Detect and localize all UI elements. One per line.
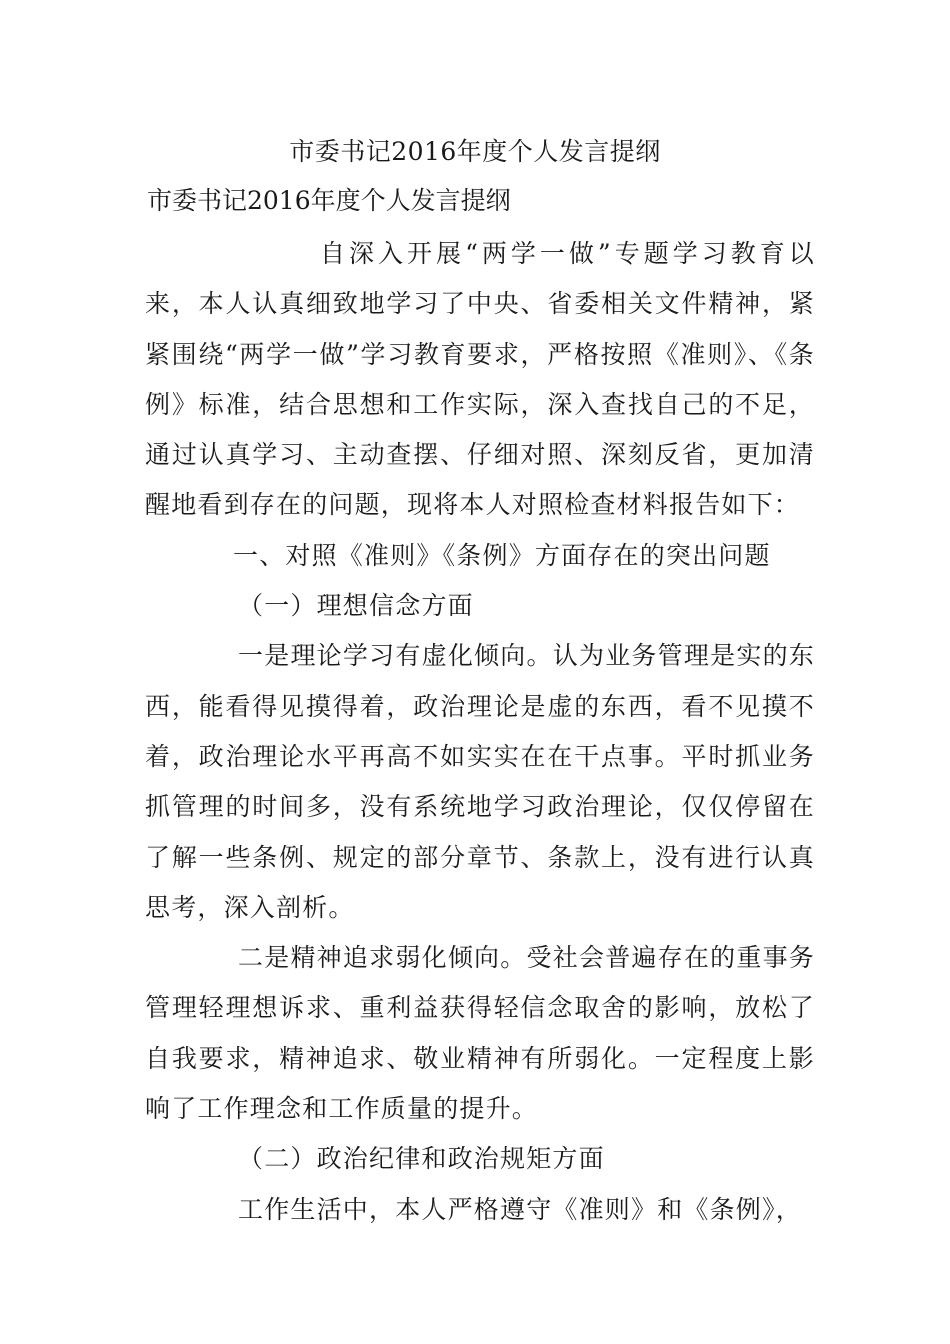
document-subtitle: 市委书记2016年度个人发言提纲	[147, 186, 511, 215]
document-body	[145, 229, 815, 1235]
intro-paragraph: 自深入开展“两学一做”专题学习教育以来，本人认真细致地学习了中央、省委相关文件精神，紧紧围绕“两学一做”学习教育要求，严格按照《准则》、《条例》标准，结合思想和工作实际，深入查找自己的不足，通过认真学习、主动查摆、仔细对照、深刻反省，更加清醒地看到存在的问题，现将本人对照检查材料报告如下：	[145, 239, 815, 520]
subsection-heading-discipline: （二）政治纪律和政治规矩方面	[238, 1144, 605, 1174]
paragraph-work-life: 工作生活中，本人严格遵守《准则》和《条例》，	[238, 1194, 802, 1224]
document-title: 市委书记2016年度个人发言提纲	[289, 137, 661, 166]
subsection-heading-ideals: （一）理想信念方面	[238, 591, 474, 621]
paragraph-theory-study: 一是理论学习有虚化倾向。认为业务管理是实的东西，能看得见摸得着，政治理论是虚的东西，看不见摸不着，政治理论水平再高不如实实在在干点事。平时抓业务抓管理的时间多，没有系统地学习政治理论，仅仅停留在了解一些条例、规定的部分章节、条款上，没有进行认真思考，深入剖析。	[145, 641, 815, 922]
section-heading: 一、对照《准则》《条例》方面存在的突出问题	[233, 540, 771, 570]
paragraph-spiritual-pursuit: 二是精神追求弱化倾向。受社会普遍存在的重事务管理轻理想诉求、重利益获得轻信念取舍的影响，放松了自我要求，精神追求、敬业精神有所弱化。一定程度上影响了工作理念和工作质量的提升。	[145, 943, 815, 1124]
